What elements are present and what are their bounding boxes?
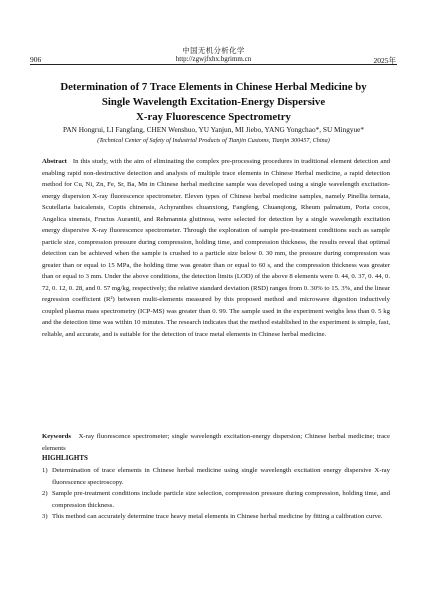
- header-divider: [30, 64, 397, 65]
- publication-year: 2025年: [373, 56, 396, 65]
- highlight-text: Sample pre-treatment conditions include particle size selection, compression pressure during compression, holding time, and compression thickness.: [52, 490, 390, 509]
- title-line-2: Single Wavelength Excitation-Energy Dispersive: [101, 96, 326, 108]
- highlight-number: 1): [42, 467, 48, 474]
- journal-url[interactable]: http://zgwjfxhx.bgrimm.cn: [175, 55, 252, 63]
- abstract-label: Abstract: [42, 158, 67, 165]
- highlight-item: [42, 511, 390, 523]
- abstract-text: In this study, with the aim of eliminating the complex pre-processing procedures in traditional element detection and enabling rapid non-destructive detection and analysis of multiple trace elements in Chinese Herbal medicine, a rapid detection method for Cu, Ni, Zn, Fe, Sr, Ba, Mn in Chinese herbal medicine sample was developed using a single wavelength excitation-energy dispersion X-ray fluorescence spectrometer. Eleven types of Chinese herbal medicine samples, namely Pinellia ternata, Scutellaria baicalensis, Coptis chinensis, Achyranthes chuanxiong, Fangfeng, Chuanqiong, Rheum palmatum, Poria cocos, Angelica sinensis, Fructus Aurantii, and Rehmannia glutinosa, were selected for detection by a single wavelength excitation energy dispersive X-ray fluorescence spectrometer. Through the exploration of sample pre-treatment conditions such as sample particle size, compression pressure during compression, holding time, and compression thickness, the results reveal that optimal detection can be achieved when the sample is crushed to a particle size below 0. 30 mm, the pressure during compression was greater than or equal to 15 MPa, the holding time was greater than or equal to 60 s, and the compression thickness was greater than or equal to 3 mm. Under the above conditions, the detection limits (LOD) of the above 8 elements were 0. 44, 0. 37, 0. 44, 0. 72, 0. 12, 0. 28, and 0. 57 mg/kg, respectively; the relative standard deviation (RSD) ranges from 0. 30% to 15. 3%, and the linear regression coefficient (R²) between multi-elements measured by this proposed method and microwave digestion inductively coupled plasma mass spectrometry (ICP-MS) was greater than 0. 99. The sample used in the experiment weighs less than 0. 5 kg and the detection time was within 10 minutes. The research indicates that the method established in the experiment is simple, fast, reliable, and accurate, and is suitable for the detection of trace metal elements in Chinese herbal medicine.: [42, 158, 391, 338]
- journal-name: 中国无机分析化学: [182, 46, 245, 55]
- highlight-text: This method can accurately determine trace heavy metal elements in Chinese herbal medicine by fitting a calibration curve.: [52, 513, 383, 520]
- abstract: [42, 156, 390, 340]
- title-line-3: X-ray Fluorescence Spectrometry: [136, 111, 291, 123]
- affiliation: (Technical Center of Safety of Industrial Products of Tianjin Customs, Tianjin 300457, China): [97, 137, 330, 144]
- highlight-number: 2): [42, 490, 48, 497]
- page-number: 906: [30, 55, 42, 64]
- highlights-list: [42, 465, 390, 523]
- paper-title: [40, 80, 387, 125]
- title-line-1: Determination of 7 Trace Elements in Chinese Herbal Medicine by: [60, 81, 367, 93]
- highlight-number: 3): [42, 513, 48, 520]
- keywords: [42, 431, 390, 454]
- author-list: PAN Hongrui, LI Fangfang, CHEN Wenshuo, YU Yanjun, MI Jiebo, YANG Yongchao*, SU Mingyue*: [62, 125, 365, 134]
- highlights-heading: HIGHLIGHTS: [42, 454, 88, 462]
- highlight-item: [42, 488, 390, 511]
- keywords-text: X-ray fluorescence spectrometer; single wavelength excitation-energy dispersion; Chinese herbal medicine; trace elements: [42, 433, 390, 452]
- keywords-label: Keywords: [42, 433, 71, 440]
- highlight-text: Determination of trace elements in Chinese herbal medicine using single wavelength excitation energy dispersive X-ray fluorescence spectroscopy.: [52, 467, 390, 486]
- highlight-item: [42, 465, 390, 488]
